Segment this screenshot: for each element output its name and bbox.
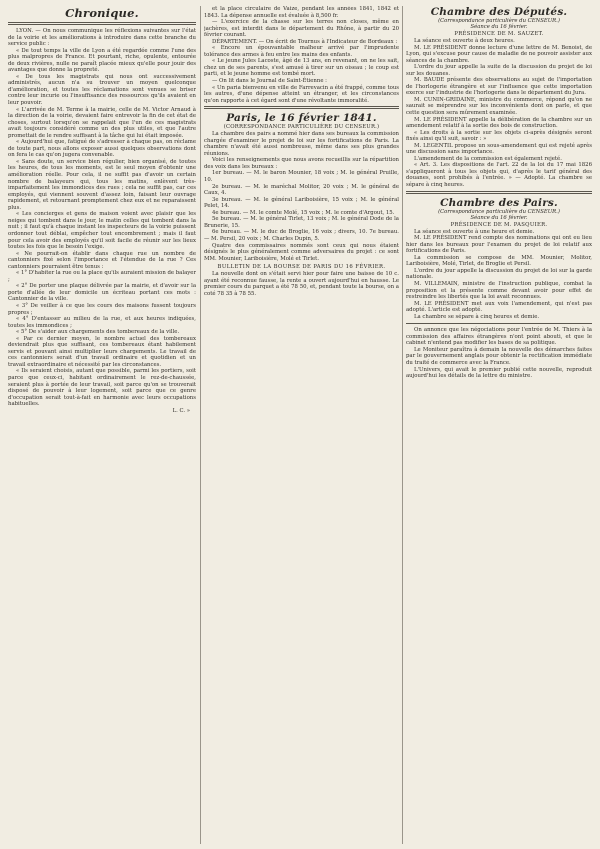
session-date: Séance du 16 février. [470,214,528,221]
paragraph: L'Univers, qui avait le premier publié cette nouvelle, reproduit aujourd'hui les détails de la lettre du ministre. [406,366,592,380]
paragraph: M. CUNIN-GRIDAINE, ministre du commerce, répond qu'on ne saurait se méprendre sur les inconvénients dont on parle, et que cette question sera mûrement examinée. [406,96,592,117]
paragraph: « 5° De s'aider aux chargements des tombereaux de la ville. [16,329,180,336]
paragraph: « 1° D'habiter la rue ou la place qu'ils auraient mission de balayer ; [8,270,196,283]
paragraph: La nouvelle dont on s'était servi hier pour faire une baisse de 10 c. ayant été reconnue fausse, la rente a ouvert aujourd'hui en hausse. Le premier cours du parquet a été 78 50, et, pendant toute la bourse, on a coté 78 35 à 78 55. [204,271,399,297]
paragraph: — L'exercice de la chasse sur les terres non closes, même en jachères, est interdit dans le département du Rhône, à partir du 20 février courant. [204,19,399,39]
paragraph: Voici les renseignements que nous avons recueillis sur la répartition des voix dans les bureaux : [204,157,399,170]
section-title-pairs: Chambre des Pairs. [440,196,558,209]
paragraph: « Par ce dernier moyen, le nombre actuel des tombereaux deviendrait plus que suffisant, ces tombereaux étant habilement servis et pouvant ainsi multiplier leurs chargements. Le travail de ces cantonniers serait d'un travail ordinaire et quotidien et un travail extraordinaire et nécessité par les circonstances. [8,335,196,368]
paragraph: La séance est ouverte à deux heures. [414,38,515,44]
paragraph: 4e bureau. — M. le comte Molé, 15 voix ; M. le comte d'Argout, 15. [212,209,395,216]
paragraph: Quatre des commissaires nommés sont ceux qui nous étaient désignés le plus généralement comme adversaires du projet : ce sont MM. Mounier, Lariboisière, Molé et Tirlet. [204,242,399,262]
paragraph: « 2° De porter une plaque délivrée par la mairie, et d'avoir sur la porte d'allée de leur domicile un écriteau portant ces mots : Cantonnier de la ville. [8,283,196,303]
session-date: Séance du 16 février. [470,24,528,30]
paragraph: « De tout temps la ville de Lyon a été regardée comme l'une des plus malpropres de France. Et pourtant, riche, opulente, entourée de deux rivières, nulle ne paraît placée mieux qu'elle pour jouir des avantages que donne la propreté. [8,47,196,74]
section-title-deputes: Chambre des Députés. [430,6,568,18]
paragraph: M. LE PRÉSIDENT appelle la délibération de la chambre sur un amendement relatif à la sortie des bois de construction. [406,116,592,130]
paragraph: 5e bureau. — M. le général Tirlet, 13 voix ; M. le général Dode de la Brunerie, 15. [204,216,399,229]
signature: L. C. » [172,407,190,414]
paragraph: « 3° De veiller à ce que les cours des maisons fussent toujours propres ; [8,302,196,316]
paragraph: L'amendement de la commission est également rejeté. [414,155,562,162]
paragraph: « De tous les magistrats qui nous ont successivement administrés, aucun n'a su trouver un moyen quelconque d'amélioration, et toutes les réclamations sont venues se briser contre leur incurie ou l'insuffisance des ressources qu'ils avaient en leur pouvoir. [8,73,196,107]
paragraph: M. LE PRÉSIDENT donne lecture d'une lettre de M. Benoist, de Lyon, qui s'excuse pour cause de maladie de ne pouvoir assister aux séances de la chambre. [406,44,592,64]
paragraph: « Encore un épouvantable malheur arrivé par l'imprudente tolérance des armes à feu entre les mains des enfants. [204,45,399,58]
section-divider [204,106,399,109]
paragraph: 6e bureau. — M. le duc de Broglie, 16 voix ; divers, 10. 7e bureau. — M. Persil, 20 voix ; M. Charles Dupin, 5. [204,229,399,242]
paragraph: On annonce que les négociations pour l'entrée de M. Thiers à la commission des affaires étrangères n'ont point abouti, et que le cabinet n'entend pas modifier les bases de sa politique. [406,327,592,347]
paragraph: « Les concierges et gens de maison voient avec plaisir que les neiges qui tombent dans le jour, le matin celles qui tombent dans la nuit ; il faut qu'à chaque instant les inspecteurs de la voirie puissent ordonner tout déblai, empêcher tout encombrement ; mais il faut pour cela avoir des employés qu'il soit facile de réunir sur les lieux toutes les fois que le besoin l'exige. [8,211,196,251]
presidency-line: PRÉSIDENCE DE M. SAUZET. [454,31,544,37]
section-divider [406,191,592,194]
paragraph: « Ils seraient choisis, autant que possible, parmi les portiers, soit parce que ceux-ci, habitant ordinairement le rez-de-chaussée, seraient plus à portée de leur travail, soit parce qu'on se trouverait disposé de pouvoir à leur logement, soit parce que ce genre d'occupation serait tout-à-fait en harmonie avec leurs occupations habituelles. [8,368,196,408]
paragraph: « L'arrivée de M. Terme à la mairie, celle de M. Victor Arnaud à la direction de la voirie, devaient faire entrevoir la fin de cet état de choses, surtout lorsqu'on se rappelait que l'un de ces magistrats avait toujours considéré comme un des plus utiles, et que l'autre promettait de le rendre suffisant à la tâche qui lui était imposée. [8,106,196,139]
paragraph: « Sans doute, un service bien régulier, bien organisé, de toutes les heures, de tous les moments, est le seul moyen d'obtenir une amélioration réelle. Pour cela, il ne suffit pas d'avoir un certain nombre de balayeurs qui, tous les matins, enlèvent très-imparfaitement les immondices des rues ; cela ne suffit pas, car ces employés, qui viennent souvent d'assez loin, faisant leur ouvrage rapidement, et retournant promptement chez eux et ne reparaissent plus. [8,158,196,211]
paragraph: « Art. 3. Les dispositions de l'art. 22 de la loi du 17 mai 1826 s'appliqueront à tous les objets qui, d'après le tarif général des douanes, sont prohibés à l'entrée. » — Adopté. La chambre se sépare à cinq heures. [406,162,592,189]
paragraph: La séance est ouverte à une heure et demie. [414,228,535,235]
divider [406,323,592,324]
section-title-paris: Paris, le 16 février 1841. [226,112,377,125]
column-rule [402,6,403,844]
paragraph: 2e bureau. — M. le maréchal Molitor, 20 voix ; M. le général de Caux, 4. [204,183,399,197]
column-chambers [406,6,592,846]
paragraph: L'ordre du jour appelle la discussion du projet de loi sur la garde nationale. [406,267,592,281]
paragraph: et la place circulaire de Vaize, pendant les années 1841, 1842 et 1843. La dépense annuelle est évaluée à 8,500 fr. [204,6,399,19]
paragraph: — On lit dans le Journal de Saint-Étienne : [212,78,327,85]
bulletin-heading: BULLETIN DE LA BOURSE DE PARIS DU 16 FÉVRIER. [217,264,386,271]
paragraph: « Le jeune Jules Lacoste, âgé de 13 ans, en revenant, on ne les sait, chez un de ses parents, s'est amusé à tirer sur un oiseau ; le coup est parti, et le jeune homme est tombé mort. [204,58,399,78]
section-title-chronique: Chronique. [65,6,139,20]
paragraph: M. BAUDE présente des observations au sujet de l'importation de l'horlogerie étrangère et sur l'influence que cette importation exerce sur l'industrie de l'horlogerie dans le département du Jura. [406,77,592,97]
paragraph: 1er bureau. — M. le baron Mounier, 18 voix ; M. le général Pruille, 10. [204,170,399,184]
paragraph: « Un paria bienvenu en ville de Farrevacin a été frappé, comme tous les autres, d'une dépense atteint un étranger, et les circonstances qu'on rapporte à cet égard sont d'une révoltante immoralité. [204,84,399,104]
paragraph: M. LEGENTIL propose un sous-amendement qui est rejeté après une discussion sans importance. [406,142,592,156]
paragraph: La chambre se sépare à cinq heures et demie. [414,313,540,320]
paragraph: Le Moniteur paraîtra à demain la nouvelle des démarches faites par le gouvernement anglais pour obtenir la rectification immédiate du traité de commerce avec la France. [406,346,592,366]
paragraph: DÉPARTEMENT. — On écrit de Tournus à l'Indicateur de Bordeaux : [212,38,398,45]
correspondence-line: (CORRESPONDANCE PARTICULIÈRE DU CENSEUR.) [223,124,380,131]
paragraph: « Ne pourrait-on établir dans chaque rue un nombre de cantonniers fixé selon l'importance et l'étendue de la rue ? Ces cantonniers pourraient être tenus : [8,250,196,270]
paragraph: La commission se compose de MM. Mounier, Molitor, Lariboisière, Molé, Tirlet, de Broglie et Persil. [406,254,592,268]
column-rule [200,6,201,844]
paragraph: « Aujourd'hui que, fatigué de s'adresser à chaque pas, on réclame de toute part, nous allons exposer aussi quelques observations dont on fera le cas qu'on jugera convenable. [8,139,196,159]
paragraph: L'ordre du jour appelle la suite de la discussion du projet de loi sur les douanes. [406,64,592,77]
paragraph: « 4° D'entasser au milieu de la rue, et aux heures indiquées, toutes les immondices ; [8,316,196,329]
paragraph: M. LE PRÉSIDENT met aux voix l'amendement, qui n'est pas adopté. L'article est adopté. [406,300,592,314]
paragraph: 3e bureau. — M. le général Lariboisière, 15 voix ; M. le général Pelet, 14. [204,196,399,210]
section-subtitle: (Correspondance particulière du CENSEUR.) [438,208,560,215]
column-chronique [8,6,196,846]
presidency-line: PRÉSIDENCE DE M. PASQUIER. [450,221,548,228]
paragraph: « Les droits à la sortie sur les objets ci-après désignés seront fixés ainsi qu'il suit, savoir : » [406,129,592,143]
paragraph: M. VILLEMAIN, ministre de l'instruction publique, combat la proposition et la présente comme devant avoir pour effet de restreindre les libertés que la loi avait reconnues. [406,280,592,301]
chronique-body [8,28,196,414]
paragraph: La chambre des pairs a nommé hier dans ses bureaux la commission chargée d'examiner le projet de loi sur les fortifications de Paris. La chambre n'avait été aussi nombreuse, même dans ses plus grandes réunions. [204,131,399,157]
section-divider [8,22,196,25]
paragraph: LYON. — On nous communique les réflexions suivantes sur l'état de la voirie et les améliorations à introduire dans cette branche du service public : [8,28,196,48]
paragraph: M. LE PRÉSIDENT rend compte des nominations qui ont eu lieu hier dans les bureaux pour l'examen du projet de loi relatif aux fortifications de Paris. [406,235,592,255]
section-subtitle: (Correspondance particulière du CENSEUR.) [438,18,560,24]
column-middle [204,6,399,846]
